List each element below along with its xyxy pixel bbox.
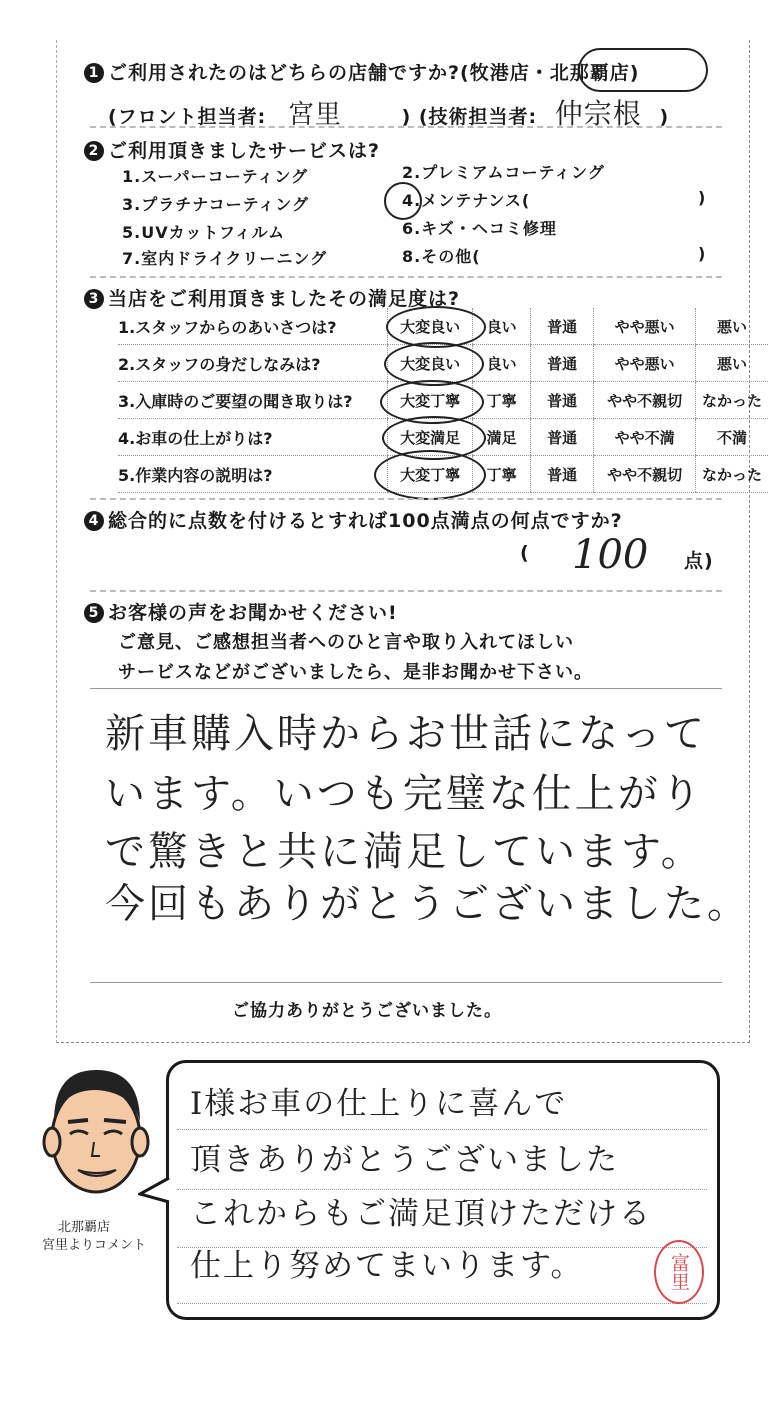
tech-staff-label: (技術担当者: bbox=[418, 106, 538, 128]
option-cell: なかった bbox=[695, 456, 768, 493]
option-cell: 普通 bbox=[530, 456, 594, 493]
divider bbox=[90, 276, 722, 278]
staff-reply-line: 仕上り努めてまいります。 bbox=[190, 1248, 584, 1284]
q1-close: ) bbox=[629, 62, 640, 84]
option-cell: 普通 bbox=[530, 308, 594, 345]
q1-number: 1 bbox=[84, 63, 104, 83]
row-label: 1.スタッフからのあいさつは? bbox=[118, 308, 387, 345]
seal-stamp bbox=[654, 1240, 704, 1304]
option-cell: 良い bbox=[473, 345, 530, 382]
staff-caption: 宮里よりコメント bbox=[42, 1238, 147, 1253]
front-staff-value: 宮里 bbox=[287, 100, 342, 130]
q1-store-circle bbox=[578, 48, 708, 92]
option-cell: やや不満 bbox=[594, 419, 696, 456]
q5-title: お客様の声をお聞かせください! bbox=[108, 602, 398, 624]
q1-question: ご利用されたのはどちらの店舗ですか?( bbox=[108, 62, 470, 84]
option-cell: 不満 bbox=[695, 419, 768, 456]
service-5: 5.UVカットフィルム bbox=[122, 223, 286, 242]
service-7: 7.室内ドライクリーニング bbox=[122, 249, 328, 268]
q1-store-kitanaha: 北那覇店 bbox=[549, 62, 630, 84]
q5-line bbox=[84, 598, 398, 625]
q2-line bbox=[84, 136, 380, 163]
q4-unit: 点) bbox=[684, 550, 714, 572]
q4-open: ( bbox=[520, 542, 530, 564]
service-6: 6.キズ・ヘコミ修理 bbox=[402, 219, 557, 238]
q5-instructions-1: ご意見、ご感想担当者へのひと言や取り入れてほしい bbox=[118, 632, 574, 653]
customer-comment-line: います。いつも完璧な仕上がり bbox=[105, 771, 704, 817]
option-cell: 悪い bbox=[695, 308, 768, 345]
q5-number: 5 bbox=[84, 603, 104, 623]
q3-number: 3 bbox=[84, 289, 104, 309]
tech-staff-close: ) bbox=[659, 106, 670, 128]
row-label: 3.入庫時のご要望の聞き取りは? bbox=[118, 382, 387, 419]
q4-number: 4 bbox=[84, 511, 104, 531]
staff-store: 北那覇店 bbox=[58, 1220, 111, 1235]
option-cell: 大変丁寧 bbox=[387, 456, 473, 493]
service-8: 8.その他( bbox=[402, 247, 481, 266]
option-cell: やや不親切 bbox=[594, 382, 696, 419]
q4-line bbox=[84, 506, 623, 533]
option-cell: やや不親切 bbox=[594, 456, 696, 493]
option-cell: 丁寧 bbox=[473, 382, 530, 419]
option-cell: 大変満足 bbox=[387, 419, 473, 456]
q1-store-makiminato: 牧港店・ bbox=[469, 62, 550, 84]
option-cell: なかった bbox=[695, 382, 768, 419]
service-4-close: ) bbox=[698, 188, 707, 207]
q1-line bbox=[84, 58, 639, 85]
service-1: 1.スーパーコーティング bbox=[122, 167, 309, 186]
option-cell: 悪い bbox=[695, 345, 768, 382]
footer-thanks: ご協力ありがとうございました。 bbox=[232, 1001, 502, 1021]
option-cell: 普通 bbox=[530, 382, 594, 419]
option-cell: やや悪い bbox=[594, 345, 696, 382]
ruled-line bbox=[177, 1129, 707, 1130]
row-label: 4.お車の仕上がりは? bbox=[118, 419, 387, 456]
divider bbox=[90, 498, 722, 500]
staff-reply-line: 頂きありがとうございました bbox=[190, 1142, 619, 1178]
service-4: 4.メンテナンス( bbox=[402, 191, 531, 210]
option-cell: 大変丁寧 bbox=[387, 382, 473, 419]
q2-question: ご利用頂きましたサービスは? bbox=[108, 140, 381, 162]
staff-reply-line: これからもご満足頂けただける bbox=[190, 1196, 652, 1232]
bubble-tail bbox=[138, 1176, 172, 1206]
customer-comment-line: 新車購入時からお世話になって bbox=[105, 711, 707, 757]
divider bbox=[90, 688, 722, 689]
q3-line bbox=[84, 284, 460, 311]
option-cell: 普通 bbox=[530, 419, 594, 456]
customer-comment-line: 今回もありがとうございました。 bbox=[105, 881, 750, 927]
row-label: 2.スタッフの身だしなみは? bbox=[118, 345, 387, 382]
row-label: 5.作業内容の説明は? bbox=[118, 456, 387, 493]
seal-text: 富里 bbox=[668, 1253, 690, 1291]
front-staff-label: (フロント担当者: bbox=[108, 106, 267, 128]
q5-instructions-2: サービスなどがございましたら、是非お聞かせ下さい。 bbox=[118, 662, 593, 683]
service-4-circle bbox=[384, 182, 422, 220]
divider bbox=[90, 590, 722, 592]
option-cell: 普通 bbox=[530, 345, 594, 382]
option-cell: やや悪い bbox=[594, 308, 696, 345]
front-staff-close: ) bbox=[401, 106, 412, 128]
q4-question: 総合的に点数を付けるとすれば100点満点の何点ですか? bbox=[108, 510, 623, 532]
selection-circle bbox=[374, 450, 486, 500]
option-cell: 良い bbox=[473, 308, 530, 345]
divider bbox=[90, 982, 722, 983]
staff-reply-line: I様お車の仕上りに喜んで bbox=[190, 1086, 568, 1122]
option-cell: 満足 bbox=[473, 419, 530, 456]
q4-score: 100 bbox=[572, 532, 649, 578]
customer-comment-line: で驚きと共に満足しています。 bbox=[105, 829, 704, 875]
service-8-close: ) bbox=[698, 244, 707, 263]
option-cell: 大変良い bbox=[387, 308, 473, 345]
tech-staff-value: 仲宗根 bbox=[554, 97, 642, 130]
option-cell: 大変良い bbox=[387, 345, 473, 382]
q3-question: 当店をご利用頂きましたその満足度は? bbox=[108, 288, 461, 310]
q2-number: 2 bbox=[84, 141, 104, 161]
divider bbox=[90, 126, 722, 128]
option-cell: 丁寧 bbox=[473, 456, 530, 493]
service-3: 3.プラチナコーティング bbox=[122, 195, 309, 214]
service-2: 2.プレミアムコーティング bbox=[402, 163, 605, 182]
ruled-line bbox=[177, 1303, 707, 1304]
